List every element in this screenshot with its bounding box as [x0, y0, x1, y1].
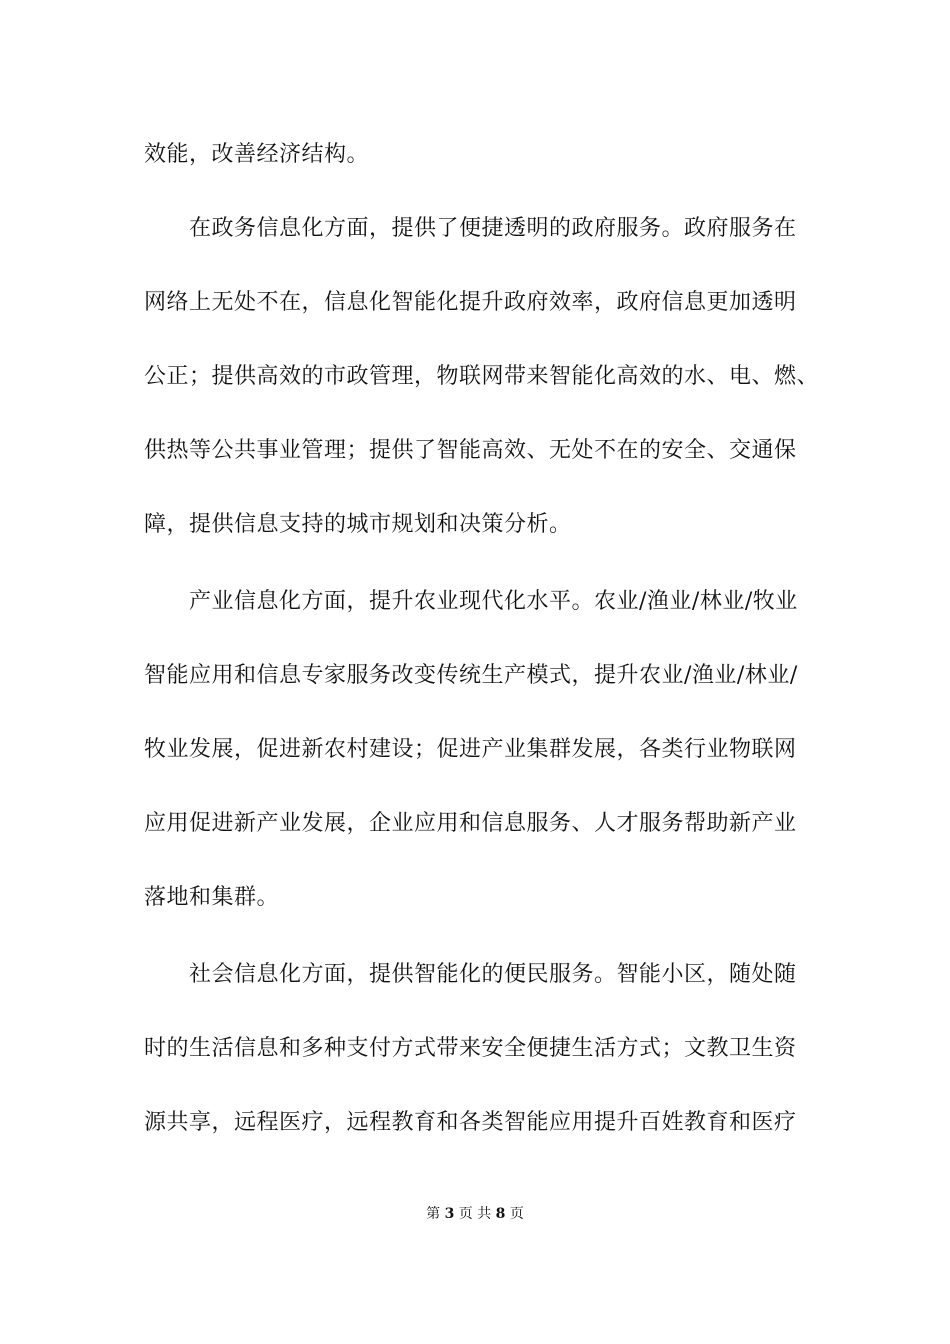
- paragraph-line: 社会信息化方面，提供智能化的便民服务。智能小区，随处随: [189, 962, 797, 987]
- paragraph-line: 产业信息化方面，提升农业现代化水平。农业/渔业/林业/牧业: [189, 589, 798, 614]
- paragraph-line: 智能应用和信息专家服务改变传统生产模式，提升农业/渔业/林业/: [144, 663, 798, 688]
- paragraph-line: 公正；提供高效的市政管理，物联网带来智能化高效的水、电、燃、: [144, 364, 820, 389]
- paragraph-line: 应用促进新产业发展，企业应用和信息服务、人才服务帮助新产业: [144, 811, 797, 836]
- paragraph-line: 时的生活信息和多种支付方式带来安全便捷生活方式；文教卫生资: [144, 1036, 797, 1061]
- footer-prefix: 第: [426, 1206, 441, 1222]
- footer-middle: 页 共: [458, 1206, 492, 1222]
- total-pages-number: 8: [495, 1206, 506, 1222]
- paragraph-line: 源共享，远程医疗，远程教育和各类智能应用提升百姓教育和医疗: [144, 1110, 797, 1135]
- paragraph-line: 网络上无处不在，信息化智能化提升政府效率，政府信息更加透明: [144, 290, 797, 315]
- paragraph-line: 效能，改善经济结构。: [144, 142, 370, 167]
- paragraph-line: 供热等公共事业管理；提供了智能高效、无处不在的安全、交通保: [144, 438, 797, 463]
- paragraph-line: 牧业发展，促进新农村建设；促进产业集群发展，各类行业物联网: [144, 737, 797, 762]
- paragraph-line: 落地和集群。: [144, 885, 280, 910]
- footer-suffix: 页: [509, 1206, 524, 1222]
- paragraph-line: 障，提供信息支持的城市规划和决策分析。: [144, 512, 572, 537]
- current-page-number: 3: [444, 1206, 455, 1222]
- paragraph-line: 在政务信息化方面，提供了便捷透明的政府服务。政府服务在: [189, 216, 797, 241]
- page-footer: [0, 1204, 950, 1224]
